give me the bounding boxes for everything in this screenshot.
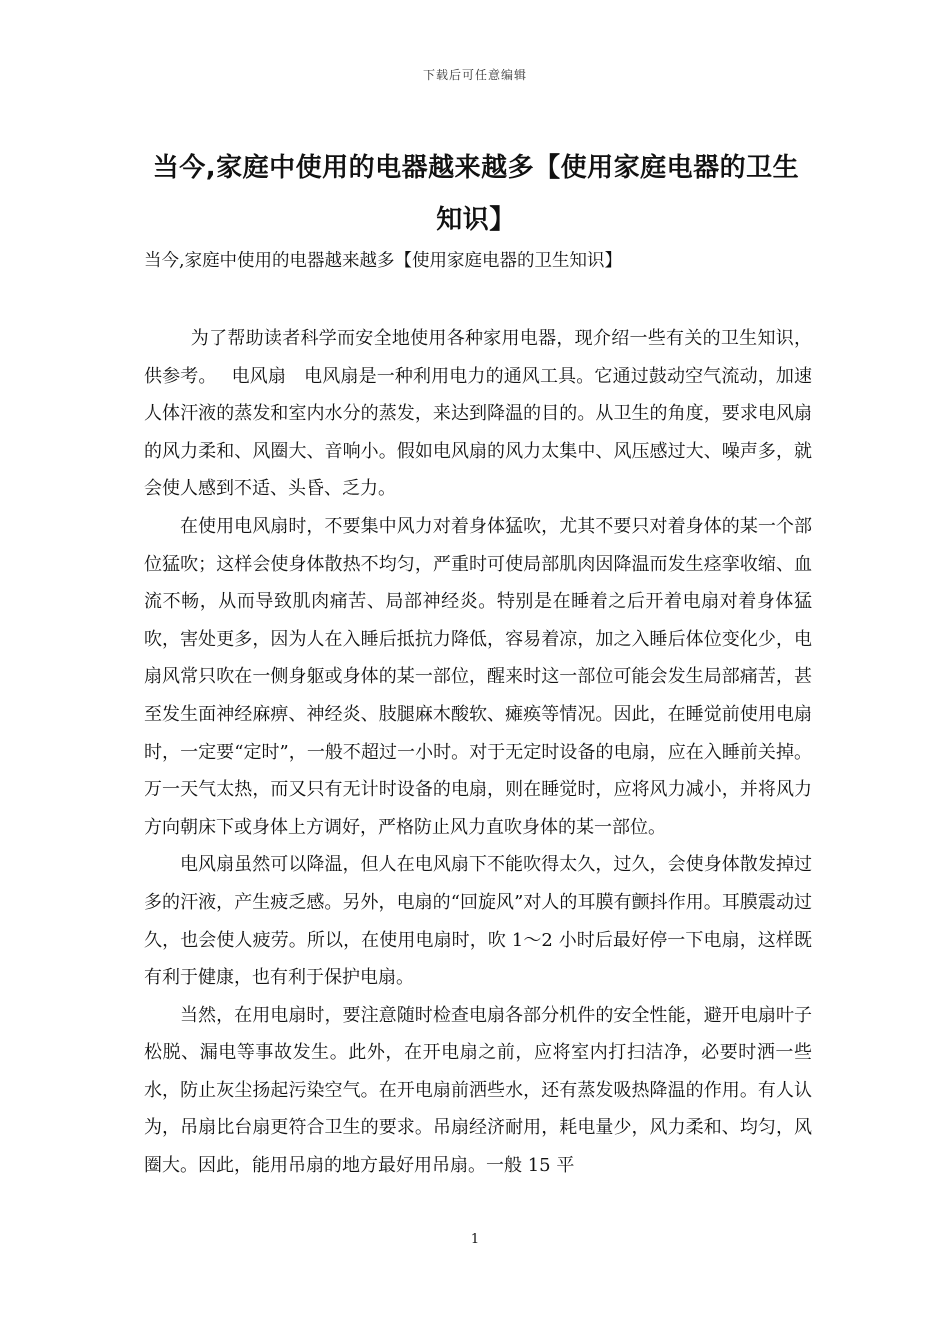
document-title: 当今,家庭中使用的电器越来越多【使用家庭电器的卫生知识】 — [152, 153, 800, 235]
paragraph-usage: 在使用电风扇时，不要集中风力对着身体猛吹，尤其不要只对着身体的某一个部位猛吹；这样会使身体散热不均匀，严重时可使局部肌肉因降温而发生痉挛收缩、血流不畅，从而导致肌肉痛苦、局部神经炎。特别是在睡着之后开着电扇对着身体猛吹，害处更多，因为人在入睡后抵抗力降低，容易着凉，加之入睡后体位变化少，电扇风常只吹在一侧身躯或身体的某一部位，醒来时这一部位可能会发生局部痛苦，甚至发生面神经麻痹、神经炎、肢腿麻木酸软、瘫痪等情况。因此，在睡觉前使用电扇时，一定要“定时”，一般不超过一小时。对于无定时设备的电扇，应在入睡前关掉。万一天气太热，而又只有无计时设备的电扇，则在睡觉时，应将风力减小，并将风力方向朝床下或身体上方调好，严格防止风力直吹身体的某一部位。 — [144, 515, 812, 838]
header-note: 下载后可任意编辑 — [422, 68, 527, 82]
paragraph-intro: 为了帮助读者科学而安全地使用各种家用电器，现介绍一些有关的卫生知识，供参考。 电风扇 电风扇是一种利用电力的通风工具。它通过鼓动空气流动，加速人体汗液的蒸发和室内水分的蒸发，来达到降温的目的。从卫生的角度，要求电风扇的风力柔和、风圈大、音响小。假如电风扇的风力太集中、风压感过大、噪声多，就会使人感到不适、头昏、乏力。 — [144, 328, 812, 500]
document-body — [144, 320, 812, 1185]
paragraph-duration: 电风扇虽然可以降温，但人在电风扇下不能吹得太久，过久，会使身体散发掉过多的汗液，产生疲乏感。另外，电扇的“回旋风”对人的耳膜有颤抖作用。耳膜震动过久，也会使人疲劳。所以，在使用电扇时，吹 1～2 小时后最好停一下电扇，这样既有利于健康，也有利于保护电扇。 — [144, 854, 812, 989]
document-subtitle: 当今,家庭中使用的电器越来越多【使用家庭电器的卫生知识】 — [144, 251, 623, 271]
page-number: 1 — [470, 1232, 480, 1247]
paragraph-safety: 当然，在用电扇时，要注意随时检查电扇各部分机件的安全性能，避开电扇叶子松脱、漏电等事故发生。此外，在开电扇之前，应将室内打扫洁净，必要时洒一些水，防止灰尘扬起污染空气。在开电扇前洒些水，还有蒸发吸热降温的作用。有人认为，吊扇比台扇更符合卫生的要求。吊扇经济耐用，耗电量少，风力柔和、均匀，风圈大。因此，能用吊扇的地方最好用吊扇。一般 15 平 — [144, 1004, 812, 1177]
